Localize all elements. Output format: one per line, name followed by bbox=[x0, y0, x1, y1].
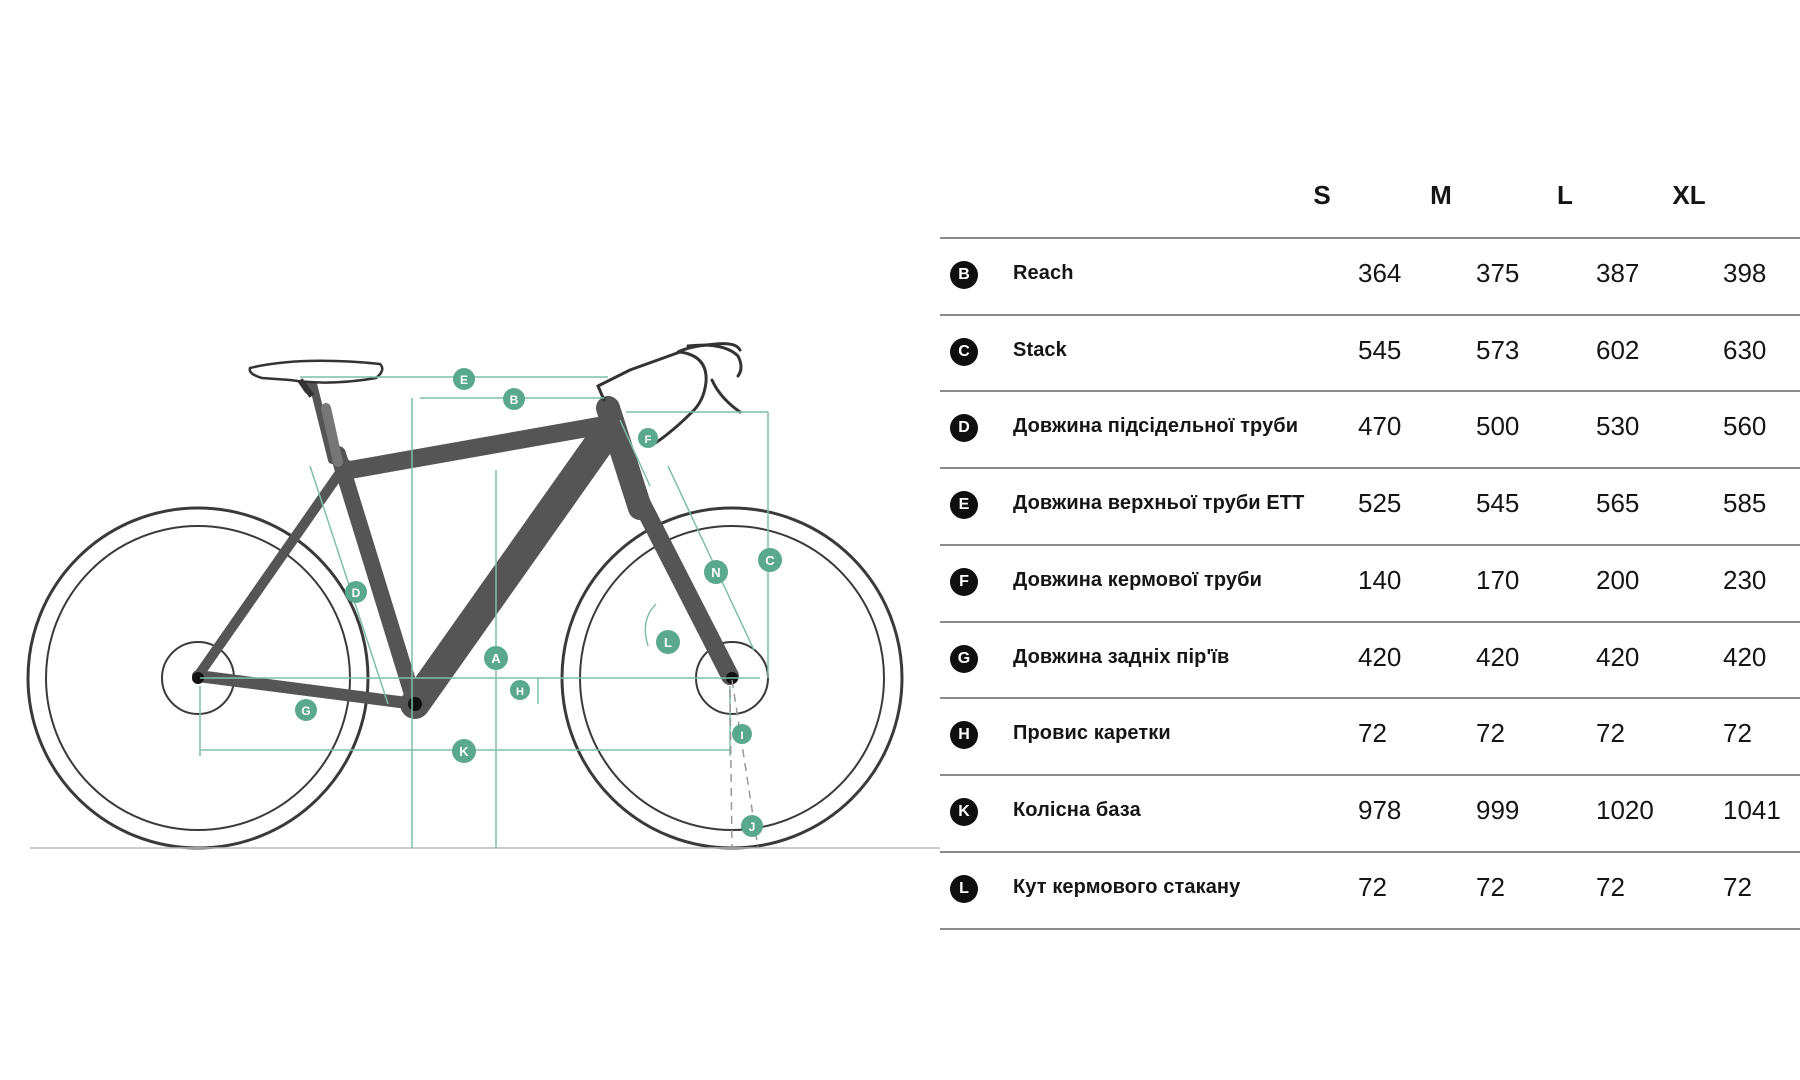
value-xl: 230 bbox=[1723, 565, 1767, 595]
svg-text:J: J bbox=[748, 820, 756, 834]
svg-text:K: K bbox=[459, 744, 469, 759]
value-l: 530 bbox=[1596, 411, 1640, 441]
value-m: 72 bbox=[1476, 718, 1505, 748]
svg-text:H: H bbox=[516, 686, 524, 698]
marker-e bbox=[453, 368, 475, 390]
row-code-badge: L bbox=[950, 875, 978, 903]
row-label: Довжина задніх пір'їв bbox=[1013, 646, 1230, 668]
svg-text:D: D bbox=[351, 586, 361, 600]
value-m: 500 bbox=[1476, 411, 1520, 441]
value-xl: 72 bbox=[1723, 872, 1752, 902]
value-l: 200 bbox=[1596, 565, 1640, 595]
value-s: 72 bbox=[1358, 718, 1387, 748]
value-m: 72 bbox=[1476, 872, 1505, 902]
row-code-badge: H bbox=[950, 721, 978, 749]
marker-i bbox=[732, 724, 752, 744]
table-row bbox=[940, 852, 1800, 928]
value-m: 420 bbox=[1476, 642, 1520, 672]
value-l: 602 bbox=[1596, 335, 1640, 365]
table-row bbox=[940, 391, 1800, 467]
svg-text:B: B bbox=[509, 393, 519, 407]
geometry-table bbox=[940, 0, 1800, 1080]
value-s: 420 bbox=[1358, 642, 1402, 672]
value-xl: 585 bbox=[1723, 488, 1767, 518]
value-xl: 630 bbox=[1723, 335, 1767, 365]
table-divider bbox=[940, 928, 1800, 930]
marker-n bbox=[704, 560, 728, 584]
value-s: 525 bbox=[1358, 488, 1402, 518]
row-label: Довжина кермової труби bbox=[1013, 569, 1262, 591]
row-code-badge: G bbox=[950, 645, 978, 673]
bottom-bracket bbox=[408, 697, 422, 711]
svg-text:L: L bbox=[664, 635, 672, 650]
table-row bbox=[940, 315, 1800, 391]
row-label: Stack bbox=[1013, 339, 1067, 361]
row-code-badge: B bbox=[950, 261, 978, 289]
value-l: 420 bbox=[1596, 642, 1640, 672]
value-l: 72 bbox=[1596, 718, 1625, 748]
marker-k bbox=[452, 739, 476, 763]
value-m: 545 bbox=[1476, 488, 1520, 518]
marker-f bbox=[638, 428, 658, 448]
svg-text:N: N bbox=[711, 565, 721, 580]
svg-text:I: I bbox=[740, 730, 744, 742]
value-s: 140 bbox=[1358, 565, 1402, 595]
value-m: 999 bbox=[1476, 795, 1520, 825]
value-xl: 398 bbox=[1723, 258, 1767, 288]
row-code-badge: K bbox=[950, 798, 978, 826]
table-row bbox=[940, 622, 1800, 698]
value-m: 573 bbox=[1476, 335, 1520, 365]
row-label: Провис каретки bbox=[1013, 722, 1171, 744]
row-label: Колісна база bbox=[1013, 799, 1141, 821]
value-s: 978 bbox=[1358, 795, 1402, 825]
value-xl: 1041 bbox=[1723, 795, 1781, 825]
value-l: 72 bbox=[1596, 872, 1625, 902]
value-xl: 420 bbox=[1723, 642, 1767, 672]
row-label: Кут кермового стакану bbox=[1013, 876, 1241, 898]
marker-b bbox=[503, 388, 525, 410]
svg-text:A: A bbox=[491, 651, 501, 666]
value-s: 470 bbox=[1358, 411, 1402, 441]
value-xl: 72 bbox=[1723, 718, 1752, 748]
svg-text:F: F bbox=[644, 434, 652, 446]
value-m: 375 bbox=[1476, 258, 1520, 288]
svg-text:G: G bbox=[301, 704, 311, 718]
row-label: Довжина підсідельної труби bbox=[1013, 415, 1299, 437]
value-xl: 560 bbox=[1723, 411, 1767, 441]
marker-c bbox=[758, 548, 782, 572]
size-header-l: L bbox=[1557, 180, 1573, 210]
table-row bbox=[940, 698, 1800, 774]
saddle bbox=[250, 361, 383, 383]
marker-h bbox=[510, 680, 530, 700]
size-header-xl: XL bbox=[1672, 180, 1706, 210]
row-label: Reach bbox=[1013, 262, 1074, 284]
value-l: 387 bbox=[1596, 258, 1640, 288]
marker-j bbox=[741, 815, 763, 837]
row-label: Довжина верхньої труби ETT bbox=[1013, 492, 1305, 514]
row-code-badge: C bbox=[950, 338, 978, 366]
svg-text:C: C bbox=[765, 553, 775, 568]
row-code-badge: D bbox=[950, 414, 978, 442]
row-code-badge: F bbox=[950, 568, 978, 596]
marker-g bbox=[295, 699, 317, 721]
value-s: 72 bbox=[1358, 872, 1387, 902]
table-row bbox=[940, 468, 1800, 544]
size-header-m: M bbox=[1430, 180, 1452, 210]
table-row bbox=[940, 775, 1800, 851]
bike-frame bbox=[198, 378, 730, 704]
size-header-s: S bbox=[1313, 180, 1331, 210]
head-angle-arc bbox=[645, 604, 656, 646]
value-m: 170 bbox=[1476, 565, 1520, 595]
marker-a bbox=[484, 646, 508, 670]
value-l: 1020 bbox=[1596, 795, 1654, 825]
svg-text:E: E bbox=[459, 373, 469, 387]
row-code-badge: E bbox=[950, 491, 978, 519]
marker-d bbox=[345, 581, 367, 603]
marker-l bbox=[656, 630, 680, 654]
value-s: 545 bbox=[1358, 335, 1402, 365]
value-s: 364 bbox=[1358, 258, 1402, 288]
table-row bbox=[940, 545, 1800, 621]
table-row bbox=[940, 238, 1800, 314]
value-l: 565 bbox=[1596, 488, 1640, 518]
